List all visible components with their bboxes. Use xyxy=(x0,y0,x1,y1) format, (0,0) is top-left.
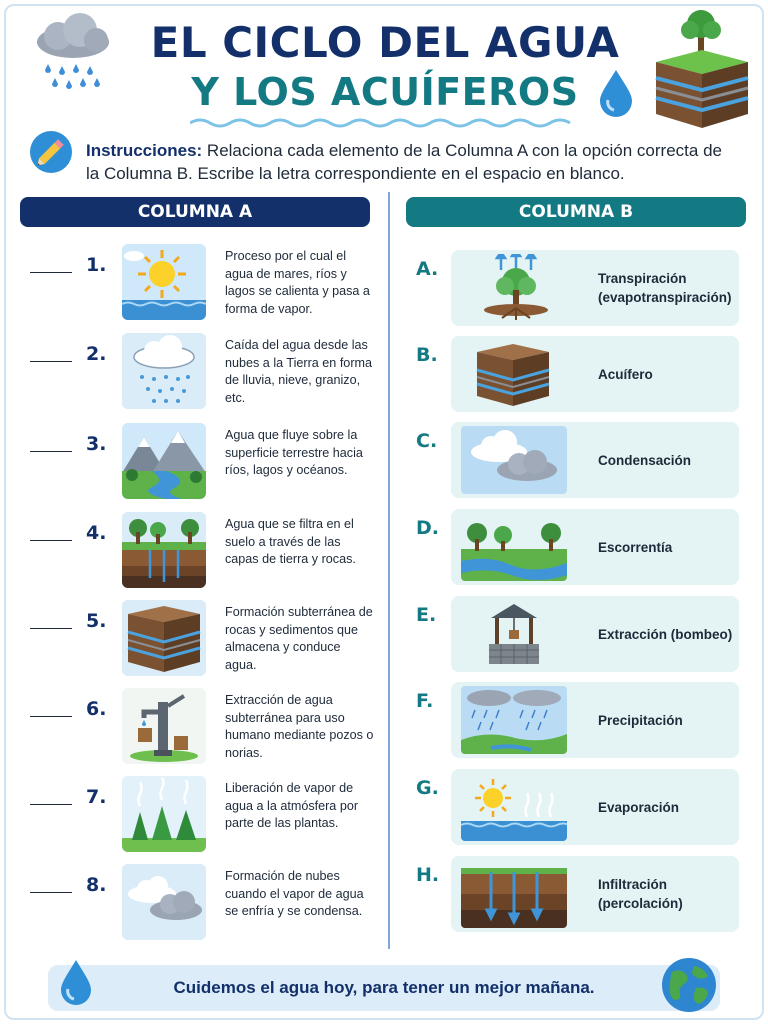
aquifer-block-icon xyxy=(461,340,567,408)
instructions-label: Instrucciones: xyxy=(86,141,203,160)
page-subtitle: Y LOS ACUÍFEROS xyxy=(191,70,579,114)
column-a-item-7 xyxy=(0,776,380,856)
answer-blank[interactable] xyxy=(30,540,72,541)
footer-slogan: Cuidemos el agua hoy, para tener un mejor mañana. xyxy=(173,978,595,997)
item-number: 3. xyxy=(86,433,107,455)
water-pump-icon xyxy=(122,688,206,764)
option-text: Evaporación xyxy=(598,799,680,815)
item-description: Caída del agua desde las nubes a la Tierra en forma de lluvia, nieve, granizo, etc. xyxy=(225,338,373,405)
answer-blank[interactable] xyxy=(30,451,72,452)
option-card xyxy=(451,509,739,585)
column-a-item-3 xyxy=(0,423,380,503)
wave-divider-icon xyxy=(190,116,580,130)
tree-transpiration-icon xyxy=(461,254,567,322)
river-trees-icon xyxy=(461,513,567,581)
aquifer-tree-icon xyxy=(650,6,754,130)
globe-icon xyxy=(660,956,718,1014)
answer-blank[interactable] xyxy=(30,716,72,717)
column-a-item-5 xyxy=(0,600,380,680)
answer-blank[interactable] xyxy=(30,892,72,893)
clouds-icon xyxy=(122,864,206,940)
option-text: Acuífero xyxy=(598,366,653,382)
item-description: Agua que se filtra en el suelo a través de las capas de tierra y rocas. xyxy=(225,517,356,566)
column-a-item-4 xyxy=(0,512,380,592)
rain-landscape-icon xyxy=(461,686,567,754)
water-drop-icon xyxy=(58,958,94,1006)
answer-blank[interactable] xyxy=(30,628,72,629)
item-number: 6. xyxy=(86,698,107,720)
column-b-item-d xyxy=(400,509,750,587)
column-a-header: COLUMNA A xyxy=(20,197,370,227)
column-a-item-8 xyxy=(0,864,380,944)
column-b-item-h xyxy=(400,856,750,934)
column-a-item-6 xyxy=(0,688,380,768)
item-number: 1. xyxy=(86,254,107,276)
item-number: 4. xyxy=(86,522,107,544)
option-text: Condensación xyxy=(598,452,692,468)
option-card xyxy=(451,250,739,326)
option-text: Transpiración (evapotranspiración) xyxy=(598,271,732,305)
aquifer-block-icon xyxy=(122,600,206,676)
option-text: Precipitación xyxy=(598,712,683,728)
option-letter: B. xyxy=(416,344,438,366)
option-letter: G. xyxy=(416,777,439,799)
item-number: 8. xyxy=(86,874,107,896)
column-b-item-g xyxy=(400,769,750,847)
sun-water-icon xyxy=(122,244,206,320)
column-b-item-a xyxy=(400,250,750,328)
option-letter: C. xyxy=(416,430,438,452)
column-b-item-b xyxy=(400,336,750,414)
option-text: Escorrentía xyxy=(598,539,673,555)
soil-infiltration-icon xyxy=(461,860,567,928)
option-letter: A. xyxy=(416,258,439,280)
option-card xyxy=(451,422,739,498)
option-letter: D. xyxy=(416,517,439,539)
column-divider xyxy=(388,192,390,949)
column-b-item-e xyxy=(400,596,750,674)
item-description: Extracción de agua subterránea para uso humano mediante pozos o norias. xyxy=(225,693,374,760)
option-letter: E. xyxy=(416,604,437,626)
option-letter: H. xyxy=(416,864,440,886)
column-a-item-2 xyxy=(0,333,380,413)
answer-blank[interactable] xyxy=(30,804,72,805)
item-description: Formación de nubes cuando el vapor de agua se enfría y se condensa. xyxy=(225,869,364,918)
item-description: Liberación de vapor de agua a la atmósfera por parte de las plantas. xyxy=(225,781,359,830)
column-b-header: COLUMNA B xyxy=(406,197,746,227)
option-card xyxy=(451,336,739,412)
clouds-icon xyxy=(461,426,567,494)
column-b-item-f xyxy=(400,682,750,760)
instructions xyxy=(86,139,726,185)
column-b-item-c xyxy=(400,422,750,500)
pencil-badge xyxy=(30,131,72,173)
mountain-river-icon xyxy=(122,423,206,499)
answer-blank[interactable] xyxy=(30,272,72,273)
instructions-text: Relaciona cada elemento de la Columna A con la opción correcta de la Columna B. Escribe la letra correspondiente en el espacio en blanco. xyxy=(86,141,722,183)
sun-evaporation-icon xyxy=(461,773,567,841)
pencil-icon xyxy=(30,131,72,173)
answer-blank[interactable] xyxy=(30,361,72,362)
option-letter: F. xyxy=(416,690,434,712)
item-number: 5. xyxy=(86,610,107,632)
option-card xyxy=(451,682,739,758)
column-a-item-1 xyxy=(0,244,380,324)
option-text: Extracción (bombeo) xyxy=(598,626,733,642)
item-description: Agua que fluye sobre la superficie terrestre hacia ríos, lagos y océanos. xyxy=(225,428,363,477)
trees-vapor-icon xyxy=(122,776,206,852)
rain-cloud-icon xyxy=(28,12,118,94)
option-card xyxy=(451,769,739,845)
option-text: Infiltración (percolación) xyxy=(598,877,683,911)
item-description: Proceso por el cual el agua de mares, ríos y lagos se calienta y pasa a forma de vapor. xyxy=(225,249,370,316)
item-number: 7. xyxy=(86,786,107,808)
rain-cloud-icon xyxy=(122,333,206,409)
item-description: Formación subterránea de rocas y sedimentos que almacena y conduce agua. xyxy=(225,605,373,672)
soil-filter-icon xyxy=(122,512,206,588)
item-number: 2. xyxy=(86,343,107,365)
option-card xyxy=(451,596,739,672)
water-drop-icon xyxy=(596,68,636,118)
well-icon xyxy=(461,600,567,668)
page-title: EL CICLO DEL AGUA xyxy=(150,18,620,67)
option-card xyxy=(451,856,739,932)
